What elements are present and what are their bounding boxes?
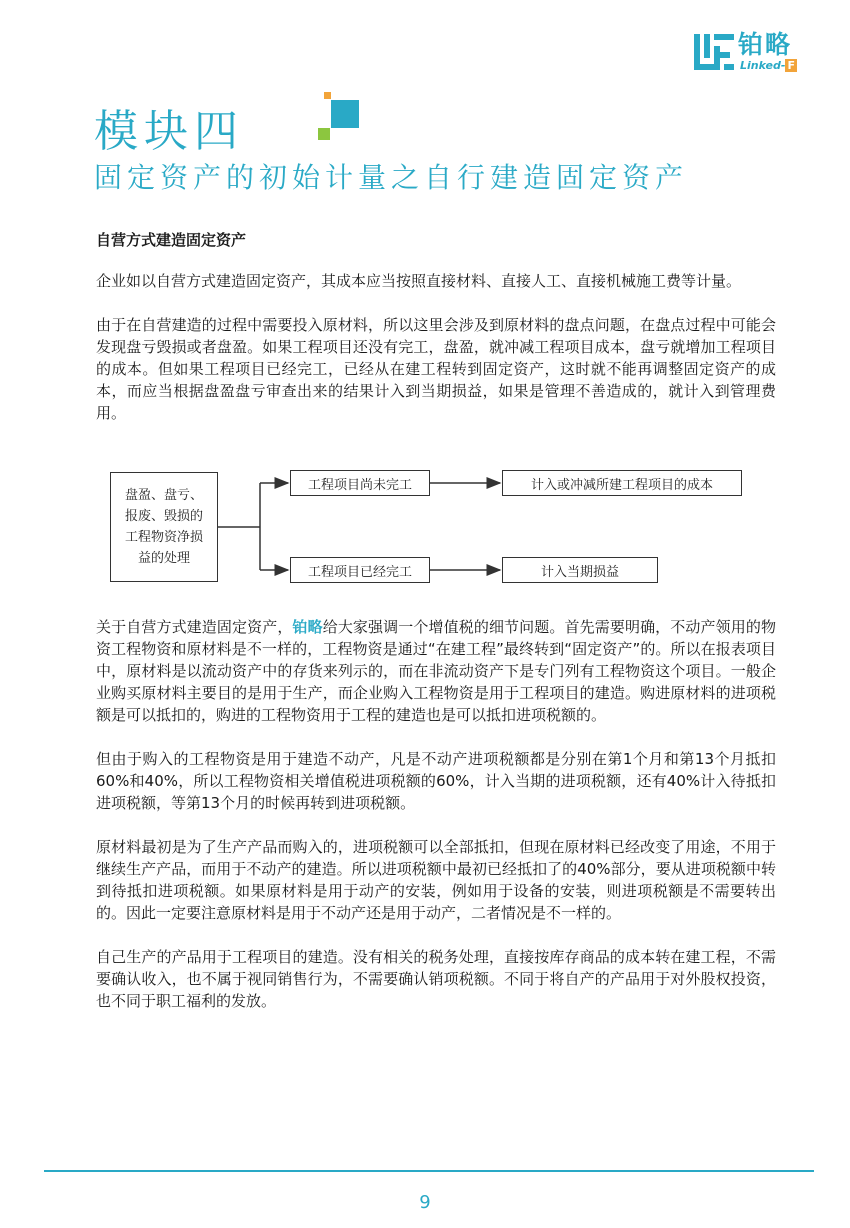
deco-square-large — [331, 100, 359, 128]
paragraph-5: 原材料最初是为了生产产品而购入的，进项税额可以全部抵扣，但现在原材料已经改变了用途，不用于继续生产产品，而用于不动产的建造。所以进项税额中最初已经抵扣了的40%部分，要从进项税额中转到待抵扣进项税额。如果原材料是用于动产的安装，例如用于设备的安装，则进项税额是不需要转出的。因此一定要注意原材料是用于不动产还是用于动产，二者情况是不一样的。 — [96, 838, 776, 922]
brand-name: 铂略 — [738, 30, 793, 59]
brand-mention: 铂略 — [292, 618, 323, 636]
brand-logo — [694, 30, 814, 74]
brand-subtitle — [740, 59, 797, 72]
branch-finished-box: 工程项目已经完工 — [290, 557, 430, 583]
branch-unfinished-box: 工程项目尚未完工 — [290, 470, 430, 496]
paragraph-4: 但由于购入的工程物资是用于建造不动产，凡是不动产进项税额都是分别在第1个月和第13个月抵扣60%和40%，所以工程物资相关增值税进项税额的60%，计入当期的进项税额，还有40%计入待抵扣进项税额，等第13个月的时候再转到进项税额。 — [96, 750, 776, 812]
paragraph-3 — [96, 616, 776, 726]
brand-sub-prefix: Linked- — [740, 59, 786, 72]
deco-square-small — [324, 92, 331, 99]
paragraph-1: 企业如以自营方式建造固定资产，其成本应当按照直接材料、直接人工、直接机械施工费等计量。 — [96, 272, 742, 290]
result-unfinished-box: 计入或冲减所建工程项目的成本 — [502, 470, 742, 496]
page-number: 9 — [419, 1192, 431, 1213]
module-subtitle: 固定资产的初始计量之自行建造固定资产 — [94, 161, 689, 194]
flow-diagram — [110, 466, 750, 582]
paragraph-3-start: 关于自营方式建造固定资产， — [96, 618, 293, 636]
logo-mark-icon — [694, 34, 734, 70]
brand-sub-badge: F — [787, 59, 795, 72]
paragraph-2: 由于在自营建造的过程中需要投入原材料，所以这里会涉及到原材料的盘点问题，在盘点过程中可能会发现盘亏毁损或者盘盈。如果工程项目还没有完工，盘盈，就冲减工程项目成本，盘亏就增加工程项目的成本。但如果工程项目已经完工，已经从在建工程转到固定资产，这时就不能再调整固定资产的成本，而应当根据盘盈盘亏审查出来的结果计入到当期损益，如果是管理不善造成的，就计入到管理费用。 — [96, 316, 776, 422]
main-content — [96, 228, 776, 1034]
source-line: 工程物资净损 — [124, 530, 203, 545]
paragraph-3-rest: 给大家强调一个增值税的细节问题。首先需要明确，不动产领用的物资工程物资和原材料是不一样的，工程物资是通过“在建工程”最终转到“固定资产”的。所以在报表项目中，原材料是以流动资产中的存货来列示的，而在非流动资产下是专门列有工程物资这个项目。一般企业购买原材料主要目的是用于生产，而企业购入工程物资是用于工程项目的建造。购进原材料的进项税额是可以抵扣的，购进的工程物资用于工程的建造也是可以抵扣进项税额的。 — [96, 618, 776, 724]
footer-divider — [44, 1170, 814, 1172]
deco-square-green — [318, 128, 330, 140]
section-heading: 自营方式建造固定资产 — [96, 231, 247, 249]
source-line: 益的处理 — [137, 551, 190, 566]
paragraph-6: 自己生产的产品用于工程项目的建造。没有相关的税务处理，直接按库存商品的成本转在建工程，不需要确认收入，也不属于视同销售行为，不需要确认销项税额。不同于将自产的产品用于对外股权投资，也不同于职工福利的发放。 — [96, 948, 776, 1010]
module-title: 模块四 — [94, 106, 244, 157]
source-line: 盘盈、盘亏、 — [124, 488, 203, 503]
diagram-source-box — [110, 472, 218, 582]
source-line: 报废、毁损的 — [124, 509, 203, 524]
result-finished-box: 计入当期损益 — [502, 557, 658, 583]
